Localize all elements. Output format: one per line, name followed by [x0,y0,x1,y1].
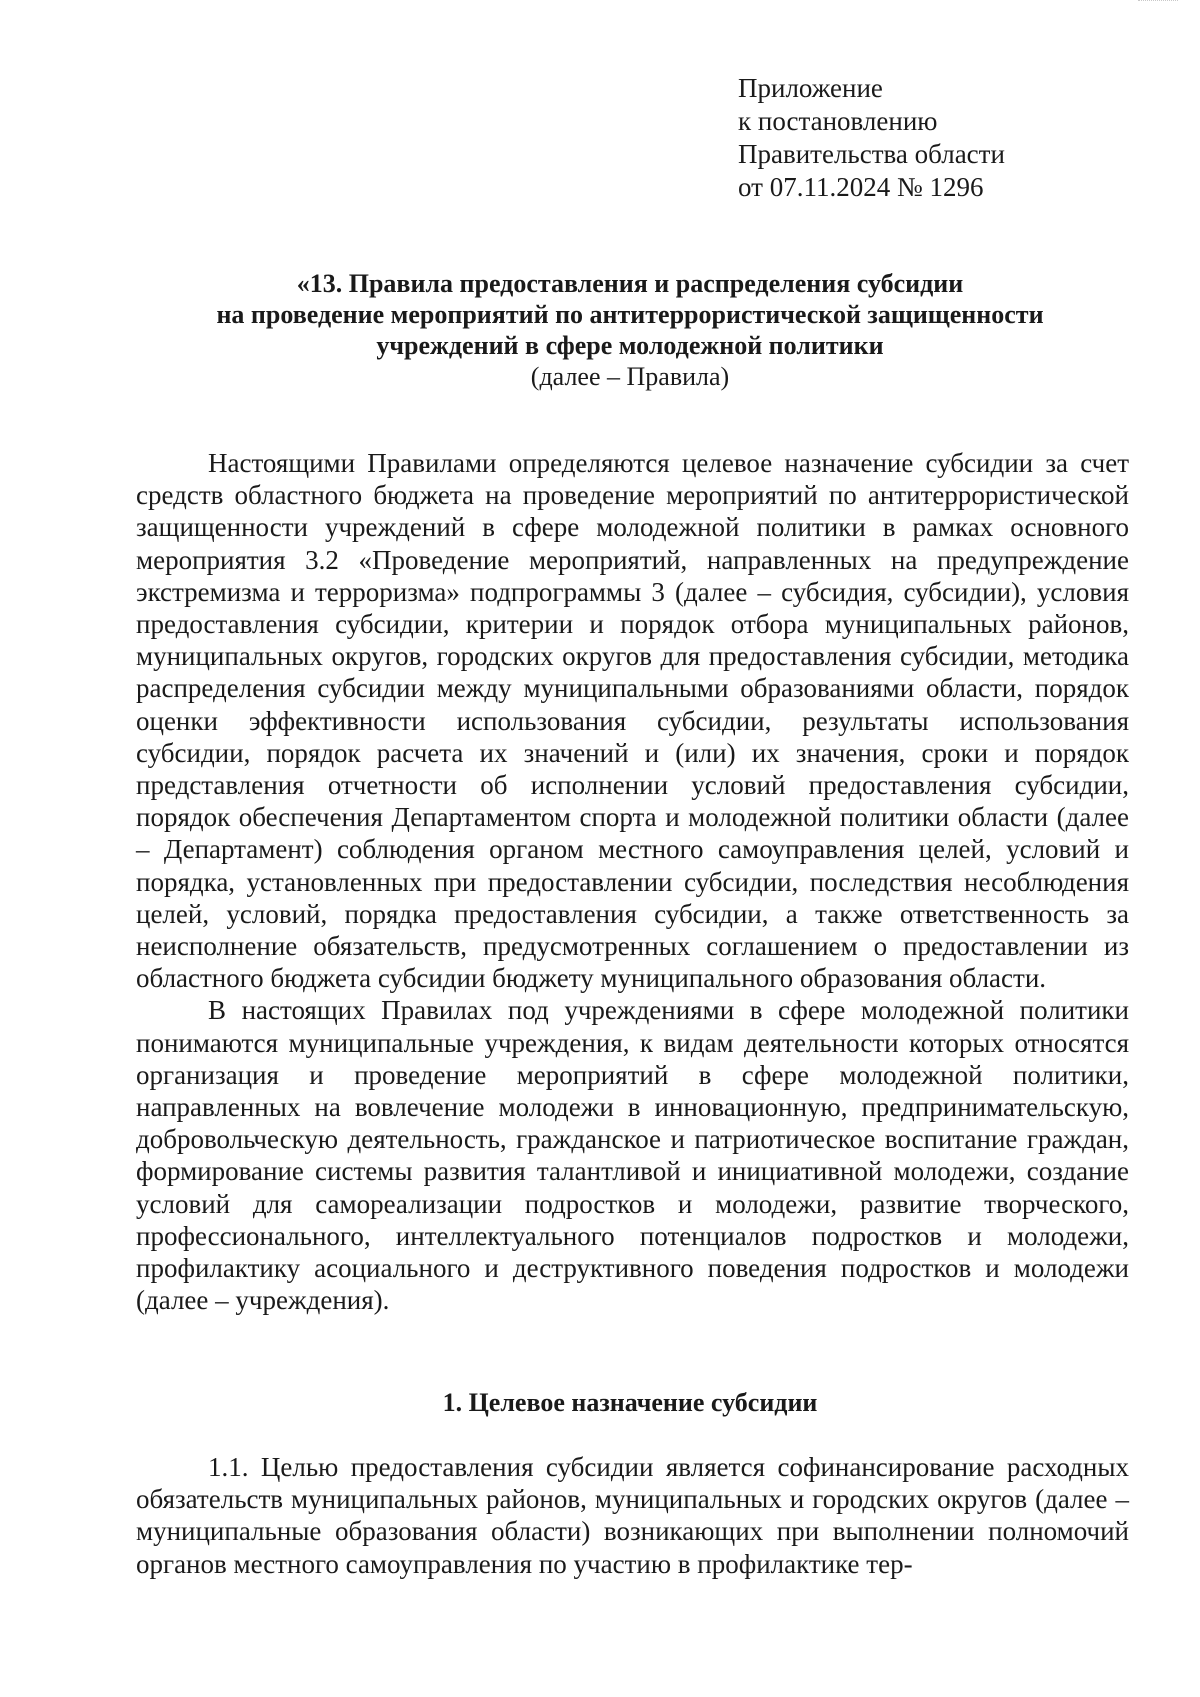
appendix-line-3: Правительства области [738,139,1005,169]
title-line-1: «13. Правила предоставления и распределения субсидии [296,269,964,298]
title-line-3: учреждений в сфере молодежной политики [376,331,884,360]
section-1-paragraph-1: 1.1. Целью предоставления субсидии является софинансирование расходных обязательств муниципальных районов, муниципальных и городских округов (далее – муниципальные образования области) возникающих при выполнении полномочий органов местного самоуправления по участию в профилактике тер- [136,1452,1129,1579]
title-subtitle: (далее – Правила) [530,362,730,391]
document-title [130,268,1130,392]
intro-section [136,447,1129,1316]
appendix-line-4: от 07.11.2024 № 1296 [738,172,984,202]
section-1-body [136,1451,1129,1580]
intro-paragraph-1: Настоящими Правилами определяются целевое назначение субсидии за счет средств областного бюджета на проведение мероприятий по антитеррористической защищенности учреждений в сфере молодежной политики в рамках основного мероприятия 3.2 «Проведение мероприятий, направленных на предупреждение экстремизма и терроризма» подпрограммы 3 (далее – субсидия, субсидии), условия предоставления субсидии, критерии и порядок отбора муниципальных районов, муниципальных округов, городских округов для предоставления субсидии, методика распределения субсидии между муниципальными образованиями области, порядок оценки эффективности использования субсидии, результаты использования субсидии, порядок расчета их значений и (или) их значения, сроки и порядок представления отчетности об исполнении условий предоставления субсидии, порядок обеспечения Департаментом спорта и молодежной политики области (далее – Департамент) соблюдения органом местного самоуправления целей, условий и порядка, установленных при предоставлении субсидии, последствия несоблюдения целей, условий, порядка предоставления субсидии, а также ответственность за неисполнение обязательств, предусмотренных соглашением о предоставлении из областного бюджета субсидии бюджету муниципального образования области. [136,448,1129,994]
appendix-line-2: к постановлению [738,106,938,136]
scan-edge-mark [1138,0,1178,7]
title-line-2: на проведение мероприятий по антитеррористической защищенности [216,300,1044,329]
appendix-block [738,72,1005,204]
intro-paragraph-2: В настоящих Правилах под учреждениями в сфере молодежной политики понимаются муниципальные учреждения, к видам деятельности которых относятся организация и проведение мероприятий в сфере молодежной политики, направленных на вовлечение молодежи в инновационную, предпринимательскую, добровольческую деятельность, гражданское и патриотическое воспитание граждан, формирование системы развития талантливой и инициативной молодежи, создание условий для самореализации подростков и молодежи, развитие творческого, профессионального, интеллектуального потенциалов подростков и молодежи, профилактику асоциального и деструктивного поведения подростков и молодежи (далее – учреждения). [136,995,1129,1316]
appendix-line-1: Приложение [738,73,883,103]
section-1-heading: 1. Целевое назначение субсидии [442,1388,818,1417]
